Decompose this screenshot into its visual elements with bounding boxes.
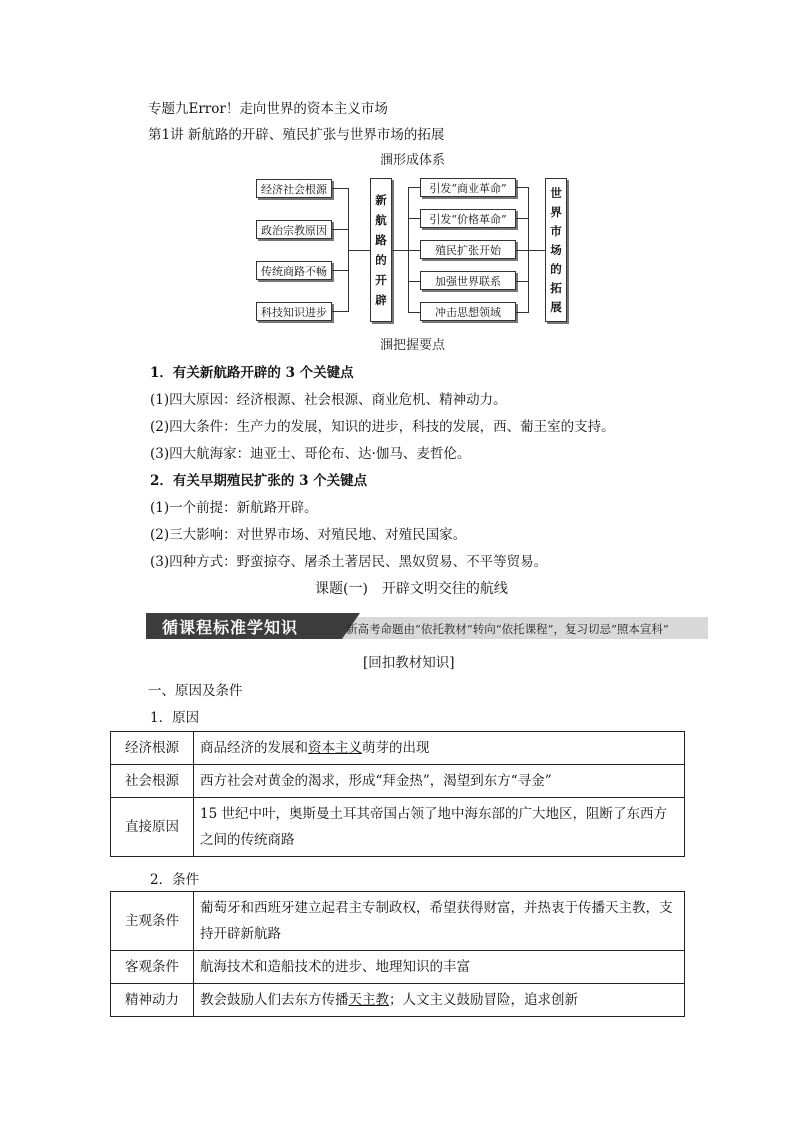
- keypoint-line: (1)四大原因：经济根源、社会根源、商业危机、精神动力。: [150, 392, 507, 408]
- keypoint-heading: 2．有关早期殖民扩张的 3 个关键点: [150, 473, 368, 489]
- table-value: 葡萄牙和西班牙建立起君主专制政权，希望获得财富，并热衷于传播天主教，支持开辟新航路: [194, 892, 685, 951]
- diagram-left-item: 政治宗教原因: [256, 220, 332, 239]
- sub-heading: 1．原因: [150, 710, 200, 726]
- center-char: 航: [375, 213, 387, 227]
- far-char: 拓: [550, 280, 562, 295]
- sub-heading: 2．条件: [150, 872, 200, 888]
- far-char: 的: [550, 261, 562, 276]
- table-key: 精神动力: [111, 984, 194, 1017]
- table-value: 航海技术和造船技术的进步、地理知识的丰富: [194, 951, 685, 984]
- topic-title: 专题九Error！走向世界的资本主义市场: [148, 101, 388, 117]
- diagram-left-item: 科技知识进步: [256, 302, 332, 321]
- recall-label: [回扣教材知识]: [363, 655, 455, 671]
- table-value: 西方社会对黄金的渴求，形成“拜金热”，渴望到东方“寻金”: [194, 765, 685, 798]
- course-title: 课题(一) 开辟文明交往的航线: [315, 581, 508, 597]
- diagram-right-item: 引发“商业革命”: [420, 178, 516, 197]
- keypoint-line: (3)四种方式：野蛮掠夺、屠杀土著居民、黑奴贸易、不平等贸易。: [150, 554, 548, 570]
- center-char: 开: [375, 273, 387, 287]
- center-char: 辟: [375, 293, 387, 307]
- diagram-left-item: 传统商路不畅: [256, 261, 332, 280]
- table-row: [111, 951, 685, 984]
- system-label: 涠形成体系: [380, 153, 446, 168]
- table-key: 直接原因: [111, 798, 194, 857]
- conditions-table: [110, 891, 685, 1017]
- keypoint-heading: 1．有关新航路开辟的 3 个关键点: [150, 365, 354, 381]
- diagram-right-item: 冲击思想领域: [420, 302, 516, 321]
- far-char: 世: [550, 185, 562, 200]
- diagram-far-box: [545, 178, 567, 322]
- keypoint-line: (2)四大条件：生产力的发展，知识的进步，科技的发展，西、葡王室的支持。: [150, 419, 615, 435]
- keypoint-line: (3)四大航海家：迪亚士、哥伦布、达·伽马、麦哲伦。: [150, 446, 471, 462]
- table-value: 商品经济的发展和资本主义萌芽的出现: [194, 732, 685, 765]
- keypoint-line: (1)一个前提：新航路开辟。: [150, 500, 318, 516]
- diagram-right-item: 加强世界联系: [420, 271, 516, 290]
- section-heading: 一、原因及条件: [148, 683, 243, 699]
- table-key: 经济根源: [111, 732, 194, 765]
- keypoint-line: (2)三大影响：对世界市场、对殖民地、对殖民国家。: [150, 527, 467, 543]
- table-row: [111, 798, 685, 857]
- diagram-left-item: 经济社会根源: [256, 179, 332, 198]
- diagram-center-box: [370, 178, 392, 322]
- table-row: [111, 732, 685, 765]
- center-char: 的: [375, 253, 387, 267]
- diagram-right-item: 殖民扩张开始: [420, 240, 516, 259]
- keypoints-label: 涠把握要点: [380, 338, 446, 353]
- table-key: 客观条件: [111, 951, 194, 984]
- diagram-right-item: 引发“价格革命”: [420, 209, 516, 228]
- reasons-table: [110, 731, 685, 857]
- far-char: 市: [550, 223, 562, 238]
- table-key: 主观条件: [111, 892, 194, 951]
- table-value: 15 世纪中叶，奥斯曼土耳其帝国占领了地中海东部的广大地区，阻断了东西方之间的传统商路: [194, 798, 685, 857]
- table-value: 教会鼓励人们去东方传播天主教；人文主义鼓励冒险，追求创新: [194, 984, 685, 1017]
- far-char: 展: [550, 299, 562, 314]
- table-key: 社会根源: [111, 765, 194, 798]
- far-char: 场: [550, 242, 562, 257]
- banner-subtitle: 新高考命题由“依托教材”转向“依托课程”，复习切忌“照本宣科”: [346, 622, 669, 636]
- far-char: 界: [550, 204, 562, 219]
- lesson-title: 第1讲 新航路的开辟、殖民扩张与世界市场的拓展: [148, 127, 445, 143]
- table-row: [111, 765, 685, 798]
- table-row: [111, 892, 685, 951]
- banner-title: 循课程标准学知识: [162, 618, 299, 637]
- center-char: 路: [375, 233, 387, 247]
- table-row: [111, 984, 685, 1017]
- center-char: 新: [375, 193, 387, 207]
